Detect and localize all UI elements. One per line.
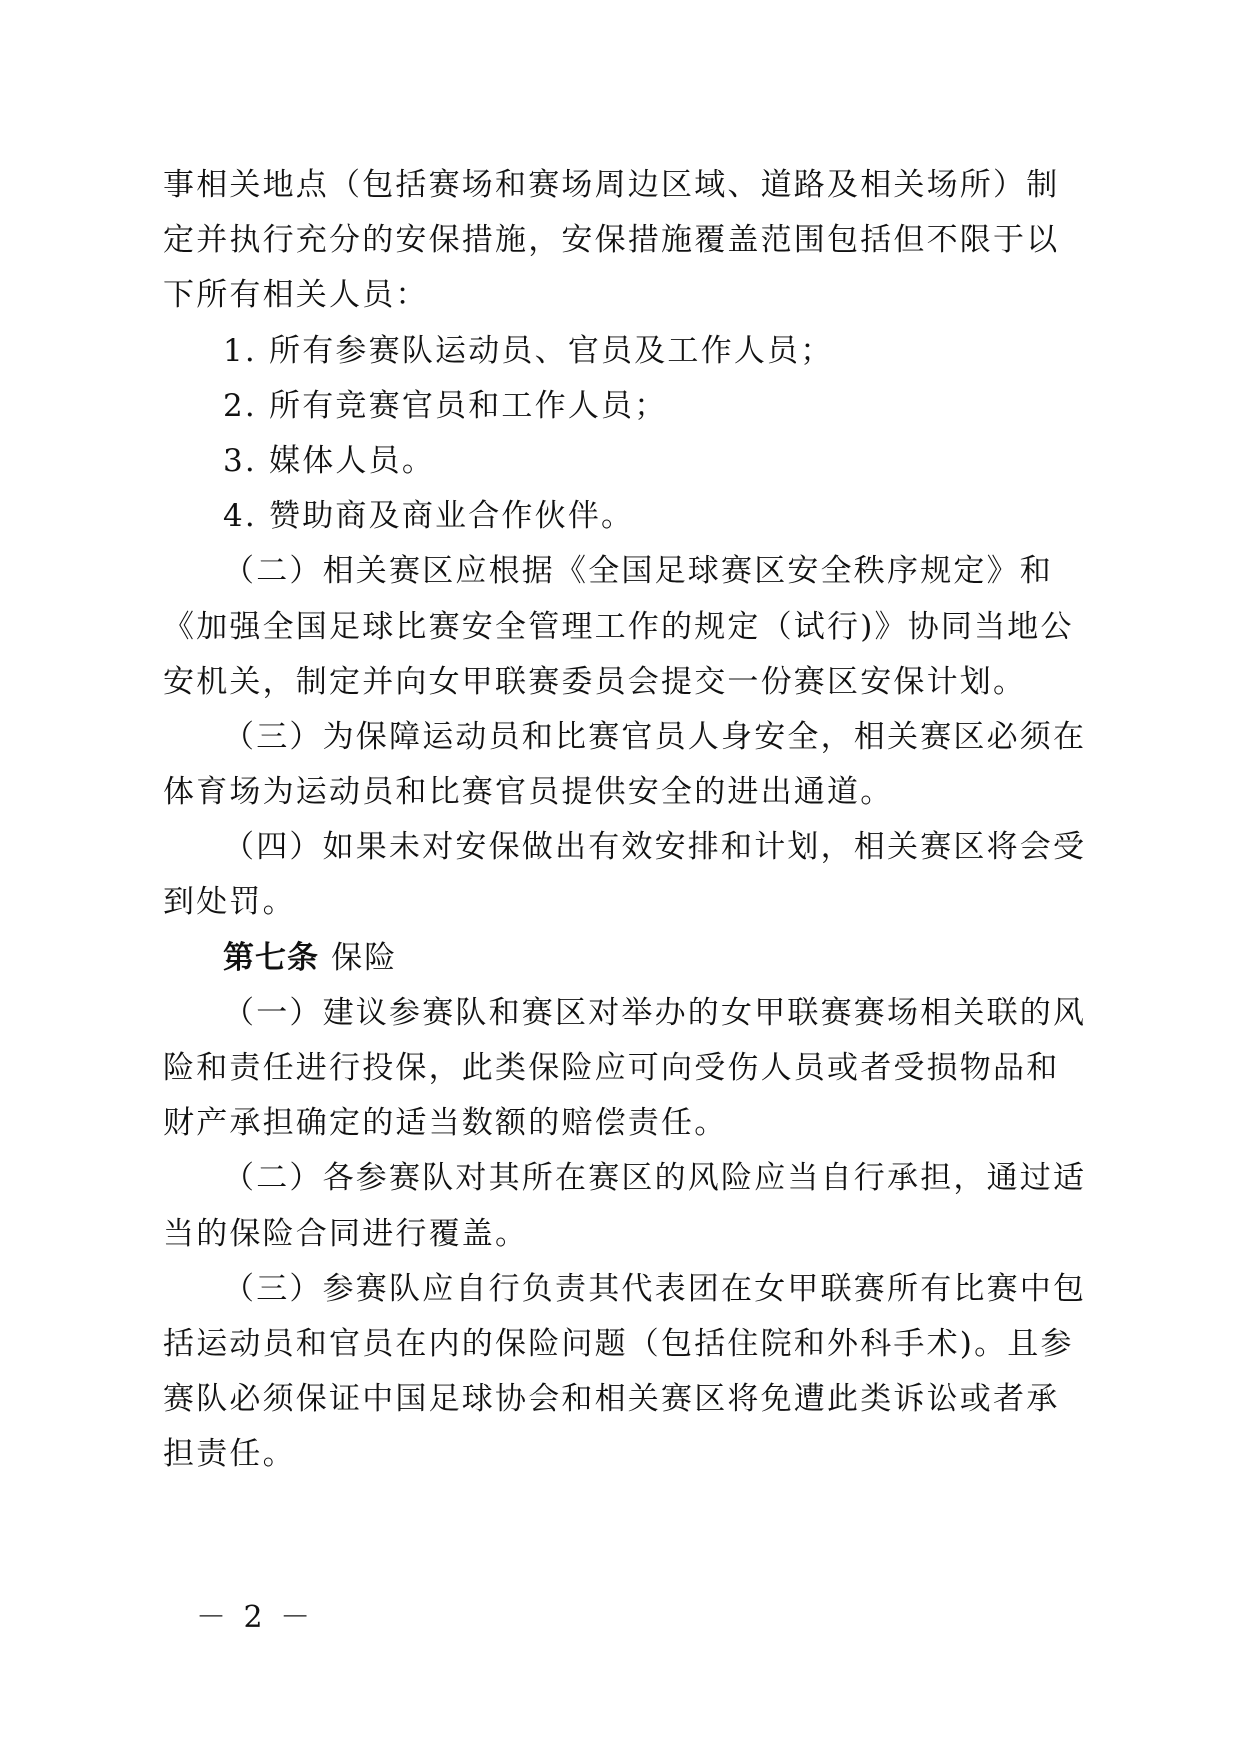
paragraph-line: 到处罚。 (163, 884, 296, 921)
page-number: － 2 － (196, 1600, 315, 1635)
paragraph-line: 当的保险合同进行覆盖。 (163, 1215, 529, 1252)
list-item: 4. 赞助商及商业合作伙伴。 (223, 498, 635, 535)
article-heading-label: 第七条 (223, 939, 319, 976)
paragraph-line: 定并执行充分的安保措施，安保措施覆盖范围包括但不限于以 (163, 222, 1060, 259)
paragraph-line: （四）如果未对安保做出有效安排和计划，相关赛区将会受 (223, 829, 1087, 866)
paragraph-line: （三）为保障运动员和比赛官员人身安全，相关赛区必须在 (223, 718, 1087, 755)
list-item: 2. 所有竞赛官员和工作人员； (223, 387, 668, 424)
list-item: 3. 媒体人员。 (223, 442, 436, 479)
paragraph-line: （三）参赛队应自行负责其代表团在女甲联赛所有比赛中包 (223, 1270, 1087, 1307)
paragraph-line: 赛队必须保证中国足球协会和相关赛区将免遭此类诉讼或者承 (163, 1381, 1060, 1418)
paragraph-line: 下所有相关人员： (163, 277, 429, 314)
paragraph-line: （二）相关赛区应根据《全国足球赛区安全秩序规定》和 (223, 553, 1053, 590)
paragraph-line: 体育场为运动员和比赛官员提供安全的进出通道。 (163, 774, 894, 811)
paragraph-line: 安机关，制定并向女甲联赛委员会提交一份赛区安保计划。 (163, 663, 1027, 700)
document-body (163, 158, 1087, 1483)
paragraph-line: （一）建议参赛队和赛区对举办的女甲联赛赛场相关联的风 (223, 994, 1087, 1031)
article-heading-title: 保险 (331, 939, 398, 976)
paragraph-line: 险和责任进行投保，此类保险应可向受伤人员或者受损物品和 (163, 1050, 1060, 1086)
paragraph-line: （二）各参赛队对其所在赛区的风险应当自行承担，通过适 (223, 1160, 1087, 1197)
paragraph-line: 担责任。 (163, 1436, 296, 1473)
list-item: 1. 所有参赛队运动员、官员及工作人员； (223, 332, 834, 369)
paragraph-line: 事相关地点（包括赛场和赛场周边区域、道路及相关场所）制 (163, 167, 1060, 203)
paragraph-line: 《加强全国足球比赛安全管理工作的规定（试行)》协同当地公 (163, 608, 1074, 645)
paragraph-line: 财产承担确定的适当数额的赔偿责任。 (163, 1105, 728, 1142)
article-heading (163, 931, 1083, 986)
paragraph-line: 括运动员和官员在内的保险问题（包括住院和外科手术)。且参 (163, 1325, 1074, 1362)
